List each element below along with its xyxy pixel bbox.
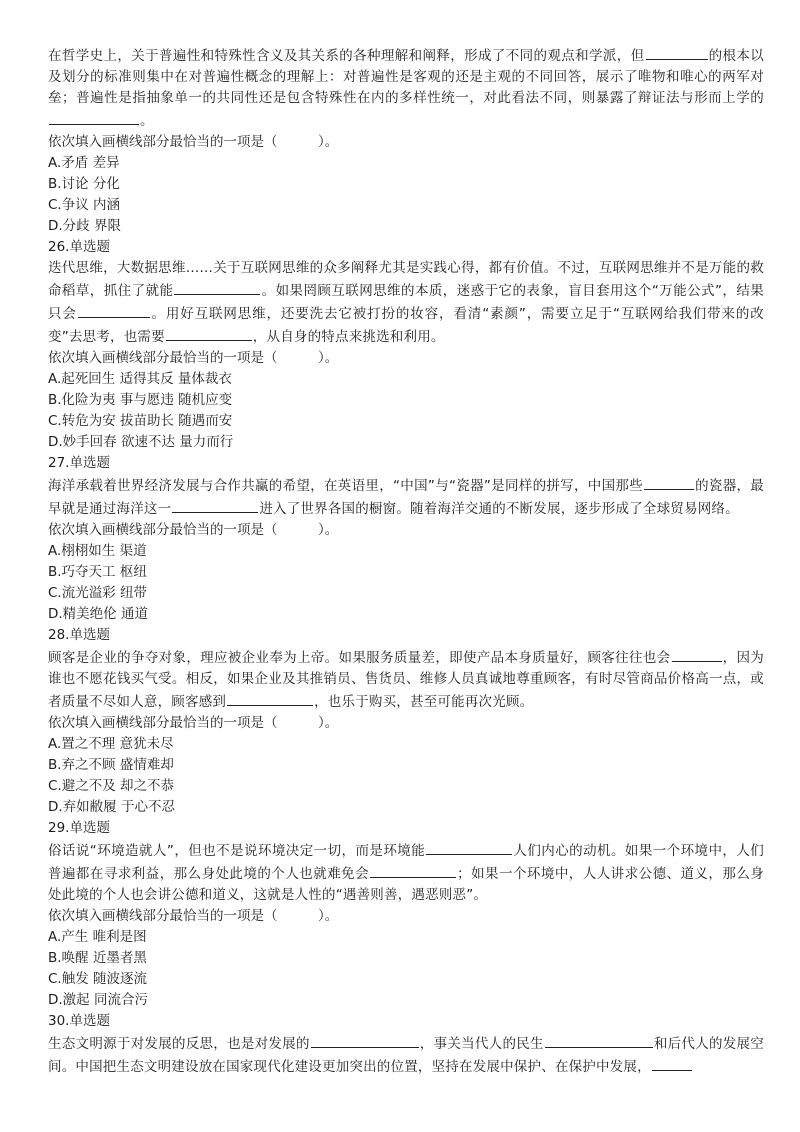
question-stem [48, 646, 764, 713]
option-d[interactable]: D.妙手回春 欲速不达 量力而行 [48, 434, 234, 450]
question-28 [48, 625, 764, 818]
question-prompt: 依次填入画横线部分最恰当的一项是（ ）。 [48, 908, 339, 924]
question-prompt: 依次填入画横线部分最恰当的一项是（ ）。 [48, 134, 339, 150]
question-stem [48, 1032, 764, 1078]
question-stem [48, 44, 764, 132]
stem-text: 。 [140, 113, 154, 129]
question-header: 29.单选题 [48, 820, 110, 836]
question-30 [48, 1011, 764, 1078]
answer-blank [672, 646, 722, 662]
question-stem [48, 258, 764, 348]
stem-text: 的根本以及划分的标准则集中在对普遍性概念的理解上：对普遍性是客观的还是主观的不同回答，展示了唯物和唯心的两军对垒；普遍性是指抽象单一的共同性还是包含特殊性在内的多样性统一，对此看法不同，则暴露了辩证法与形而上学的 [48, 48, 764, 106]
stem-text: 生态文明源于对发展的反思，也是对发展的 [48, 1036, 310, 1052]
stem-text: 和后代人的发展空间。中国把生态文明建设放在国家现代化建设更加突出的位置，坚持在发展中保护、在保护中发展， [48, 1036, 764, 1075]
stem-text: 俗话说“环境造就人”，但也不是说环境决定一切，而是环境能 [48, 843, 426, 859]
answer-blank [49, 109, 139, 125]
option-d[interactable]: D.分歧 界限 [48, 218, 121, 234]
option-b[interactable]: B.化险为夷 事与愿违 随机应变 [48, 392, 233, 408]
answer-blank [166, 325, 252, 341]
answer-blank [545, 1032, 653, 1048]
answer-blank [174, 279, 260, 295]
stem-text: ，也乐于购买，甚至可能再次光顾。 [314, 694, 534, 710]
option-a[interactable]: A.起死回生 适得其反 量体裁衣 [48, 371, 232, 387]
answer-blank [227, 690, 313, 706]
stem-text: 迭代思维，大数据思维……关于互联网思维的众多阐释尤其是实践心得，都有价值。不过，互联网思维并不是万能的救命稻草，抓住了就能 [48, 260, 764, 299]
stem-text: 人们内心的动机。如果一个环境中，人们普遍都在寻求利益，那么身处此境的个人也就难免会 [48, 843, 764, 882]
option-b[interactable]: B.弃之不顾 盛情难却 [48, 757, 174, 773]
stem-text: 的瓷器，最早就是通过海洋这一 [48, 478, 765, 517]
answer-blank [646, 44, 708, 60]
option-a[interactable]: A.产生 唯利是图 [48, 929, 147, 945]
stem-text: 进入了世界各国的橱窗。随着海洋交通的不断发展，逐步形成了全球贸易网络。 [259, 501, 739, 517]
option-d[interactable]: D.弃如敝履 于心不忍 [48, 799, 175, 815]
stem-text: 在哲学史上，关于普遍性和特殊性含义及其关系的各种理解和阐释，形成了不同的观点和学派，但 [48, 48, 645, 64]
answer-blank [644, 474, 694, 490]
option-c[interactable]: C.争议 内涵 [48, 197, 121, 213]
stem-text: 海洋承载着世界经济发展与合作共赢的希望，在英语里，“中国”与“瓷器”是同样的拼写，中国那些 [48, 478, 643, 494]
stem-text: ，从自身的特点来挑选和利用。 [252, 329, 445, 345]
question-26 [48, 237, 764, 453]
stem-text: 顾客是企业的争夺对象，理应被企业奉为上帝。如果服务质量差，即使产品本身质量好，顾客往往也会 [48, 650, 671, 666]
option-b[interactable]: B.唤醒 近墨者黑 [48, 950, 147, 966]
option-c[interactable]: C.触发 随波逐流 [48, 971, 148, 987]
stem-text: ；如果一个环境中，人人讲求公德、道义，那么身处此境的个人也会讲公德和道义，这就是人性的“遇善则善，遇恶则恶”。 [48, 866, 764, 903]
answer-blank [311, 1032, 419, 1048]
option-a[interactable]: A.矛盾 差异 [48, 155, 120, 171]
question-header: 30.单选题 [48, 1013, 110, 1029]
question-prompt: 依次填入画横线部分最恰当的一项是（ ）。 [48, 350, 339, 366]
question-prompt: 依次填入画横线部分最恰当的一项是（ ）。 [48, 522, 339, 538]
question-25 [48, 44, 764, 237]
question-prompt: 依次填入画横线部分最恰当的一项是（ ）。 [48, 715, 339, 731]
option-c[interactable]: C.转危为安 拔苗助长 随遇而安 [48, 413, 233, 429]
question-header: 26.单选题 [48, 239, 110, 255]
stem-text: ，因为谁也不愿花钱买气受。相反，如果企业及其推销员、售货员、维修人员真诚地尊重顾客，有时尽管商品价格高一点，或者质量不尽如人意，顾客感到 [48, 650, 764, 710]
option-d[interactable]: D.激起 同流合污 [48, 992, 148, 1008]
question-stem [48, 474, 764, 520]
question-header: 28.单选题 [48, 627, 110, 643]
stem-text: 。如果罔顾互联网思维的本质，迷惑于它的表象，盲目套用这个“万能公式”，结果只会 [48, 283, 764, 322]
option-c[interactable]: C.流光溢彩 纽带 [48, 585, 148, 601]
question-27 [48, 453, 764, 625]
option-b[interactable]: B.讨论 分化 [48, 176, 120, 192]
stem-text: 。用好互联网思维，还要洗去它被打扮的妆容，看清“素颜”，需要立足于“互联网给我们带来的改变”去思考，也需要 [48, 306, 764, 345]
stem-text: ，事关当代人的民生 [419, 1036, 544, 1052]
question-29 [48, 818, 764, 1011]
option-a[interactable]: A.栩栩如生 渠道 [48, 543, 147, 559]
question-header: 27.单选题 [48, 455, 110, 471]
answer-blank [370, 862, 456, 878]
question-stem [48, 839, 764, 906]
option-a[interactable]: A.置之不理 意犹未尽 [48, 736, 174, 752]
option-b[interactable]: B.巧夺天工 枢纽 [48, 564, 147, 580]
answer-blank [78, 302, 150, 318]
answer-blank [652, 1055, 692, 1071]
option-c[interactable]: C.避之不及 却之不恭 [48, 778, 175, 794]
answer-blank [172, 497, 258, 513]
answer-blank [426, 839, 512, 855]
option-d[interactable]: D.精美绝伦 通道 [48, 606, 148, 622]
